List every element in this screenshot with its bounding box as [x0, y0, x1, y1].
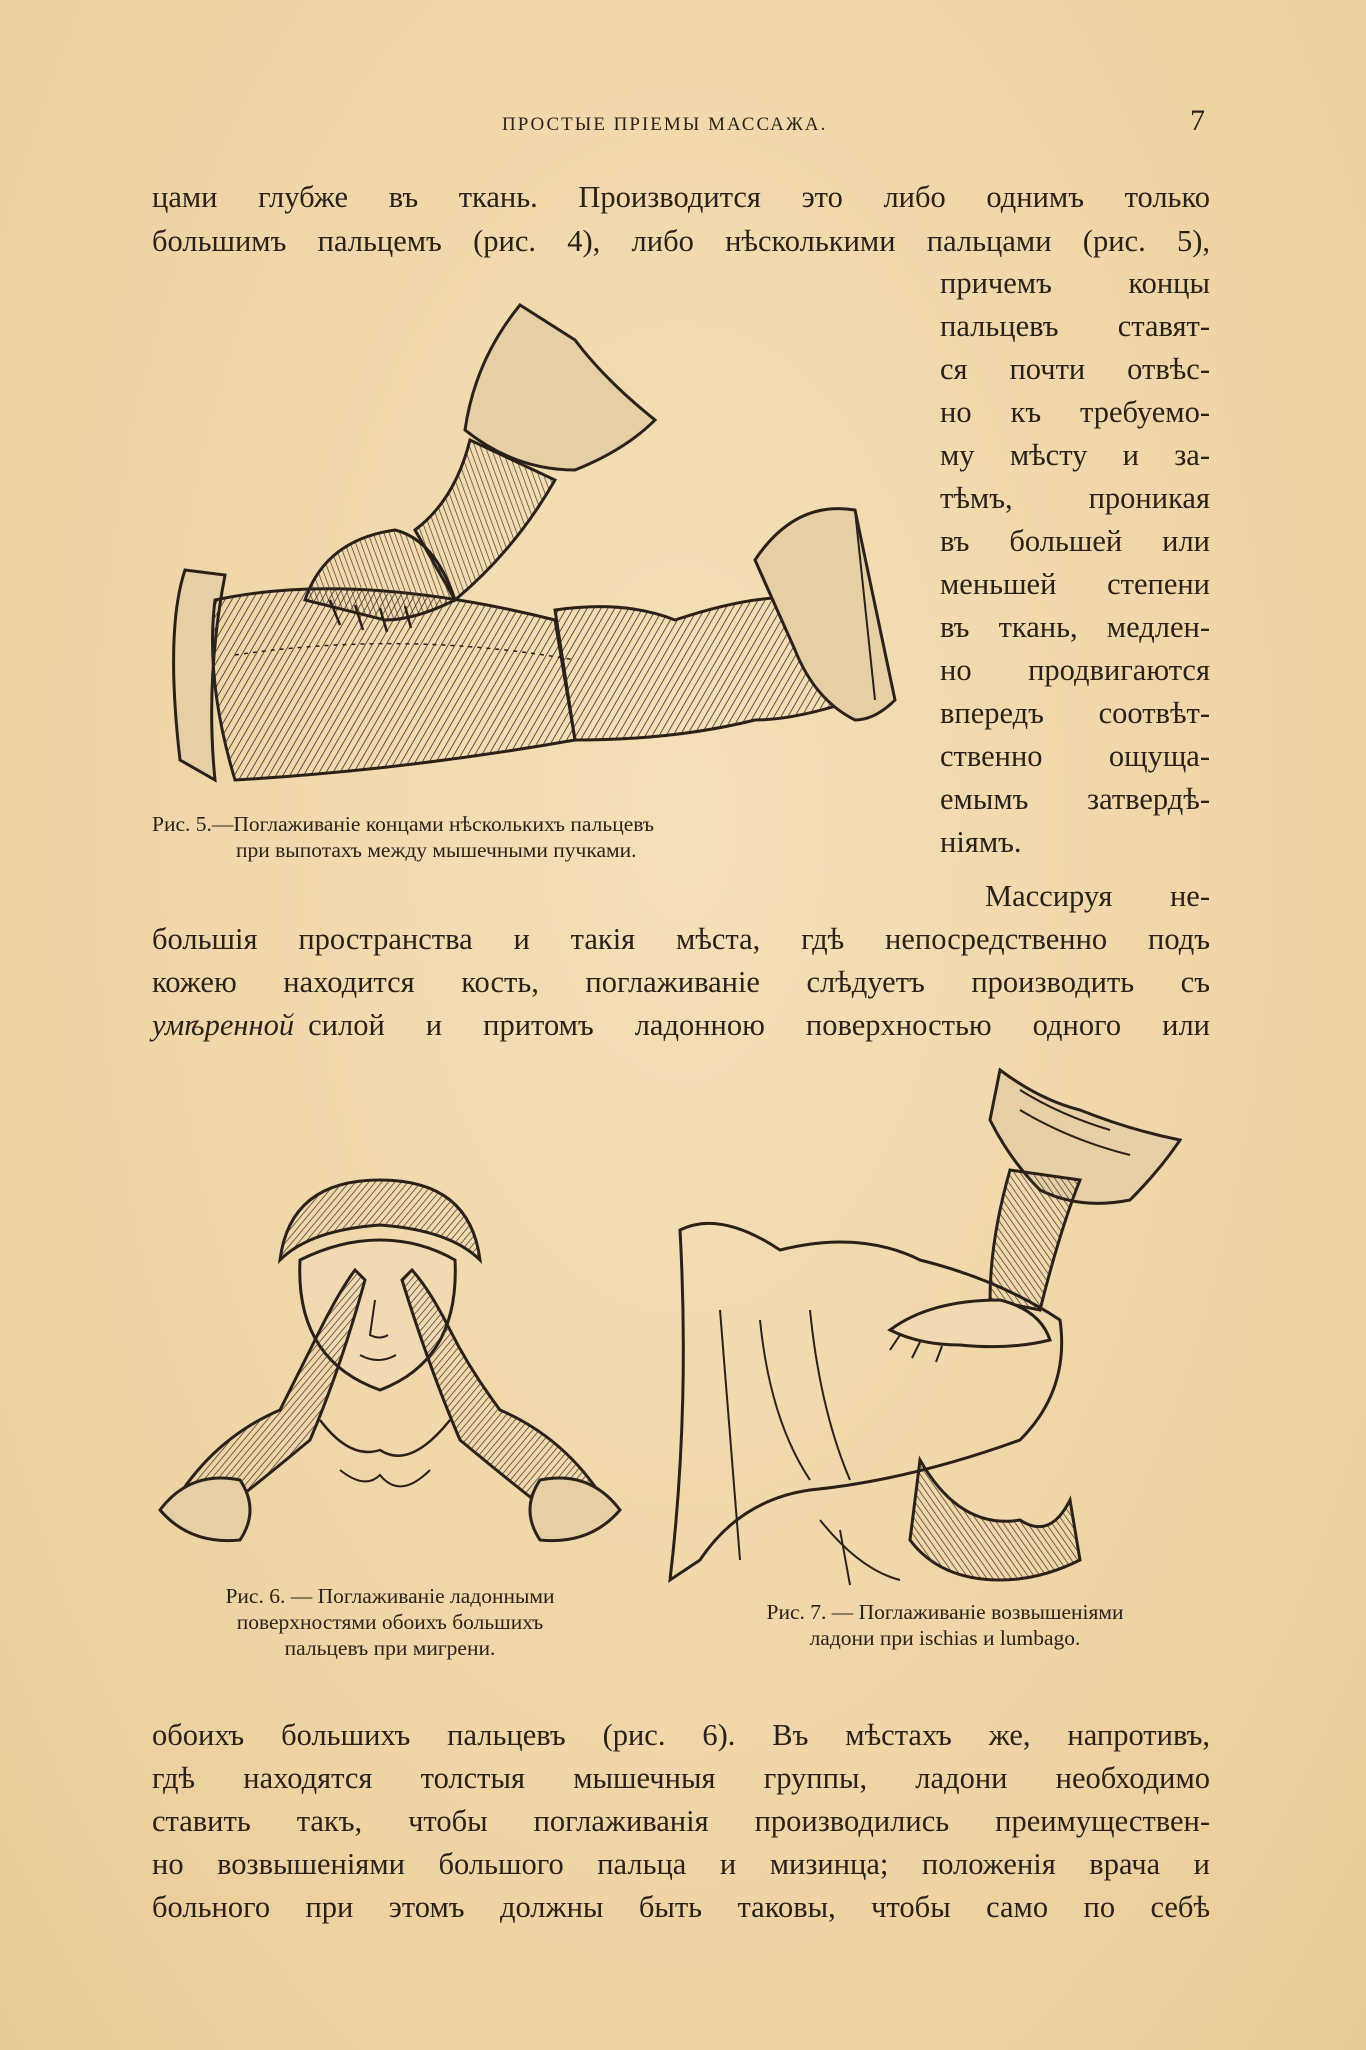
figure-7-caption-line1: Рис. 7. — Поглаживаніе возвышеніями — [766, 1600, 1124, 1624]
side-line-10: но продвигаются — [940, 653, 1210, 687]
side-line-4: но къ требуемо- — [940, 395, 1210, 429]
figure-5-caption-line1: Рис. 5.—Поглаживаніе концами нѣсколькихъ пальцевъ — [152, 812, 654, 836]
side-line-6: тѣмъ, проникая — [940, 481, 1210, 515]
running-head: ПРОСТЫЕ ПРІЕМЫ МАССАЖА. — [502, 114, 828, 135]
side-line-12: ственно ощуща- — [940, 739, 1210, 773]
figure-6-caption-line1: Рис. 6. — Поглаживаніе ладонными — [225, 1584, 555, 1608]
side-line-2: пальцевъ ставят- — [940, 309, 1210, 343]
side-line-8: меньшей степени — [940, 567, 1210, 601]
para2-line1: Массируя не- — [985, 879, 1210, 913]
para2-line4-rest: силой и притомъ ладонною поверхностью одного или — [308, 1008, 1210, 1042]
figure-5-illustration — [155, 300, 915, 790]
para1-line2: большимъ пальцемъ (рис. 4), либо нѣсколькими пальцами (рис. 5), — [152, 224, 1210, 258]
side-line-5: му мѣсту и за- — [940, 438, 1210, 472]
para3-line4: но возвышеніями большого пальца и мизинца; положенія врача и — [152, 1847, 1210, 1881]
para1-line1: цами глубже въ ткань. Производится это либо однимъ только — [152, 180, 1210, 214]
side-line-9: въ ткань, медлен- — [940, 610, 1210, 644]
figure-7-illustration — [660, 1060, 1220, 1590]
figure-6-illustration — [150, 1170, 630, 1570]
figure-7-caption-line2: ладони при ischias и lumbago. — [809, 1626, 1081, 1650]
para3-line2: гдѣ находятся толстыя мышечныя группы, ладони необходимо — [152, 1761, 1210, 1795]
side-line-13: емымъ затвердѣ- — [940, 782, 1210, 816]
figure-5-caption-line2: при выпотахъ между мышечными пучками. — [236, 838, 637, 862]
para2-line3: кожею находится кость, поглаживаніе слѣдуетъ производить съ — [152, 965, 1210, 999]
side-line-7: въ большей или — [940, 524, 1210, 558]
para2-italic-word: умѣренной — [152, 1008, 295, 1042]
side-line-3: ся почти отвѣс- — [940, 352, 1210, 386]
figure-6-caption-line2: поверхностями обоихъ большихъ — [236, 1610, 544, 1634]
side-line-11: впередъ соотвѣт- — [940, 696, 1210, 730]
para2-line2: большія пространства и такія мѣста, гдѣ непосредственно подъ — [152, 922, 1210, 956]
para3-line1: обоихъ большихъ пальцевъ (рис. 6). Въ мѣстахъ же, напротивъ, — [152, 1718, 1210, 1752]
page-number: 7 — [1190, 104, 1205, 137]
para3-line3: ставить такъ, чтобы поглаживанія производились преимуществен- — [152, 1804, 1210, 1838]
figure-6-caption-line3: пальцевъ при мигрени. — [284, 1636, 496, 1660]
para3-line5: больного при этомъ должны быть таковы, чтобы само по себѣ — [152, 1890, 1210, 1924]
side-line-14: ніямъ. — [940, 825, 1022, 859]
side-line-1: причемъ концы — [940, 266, 1210, 300]
para2-line4 — [152, 1006, 1210, 1044]
